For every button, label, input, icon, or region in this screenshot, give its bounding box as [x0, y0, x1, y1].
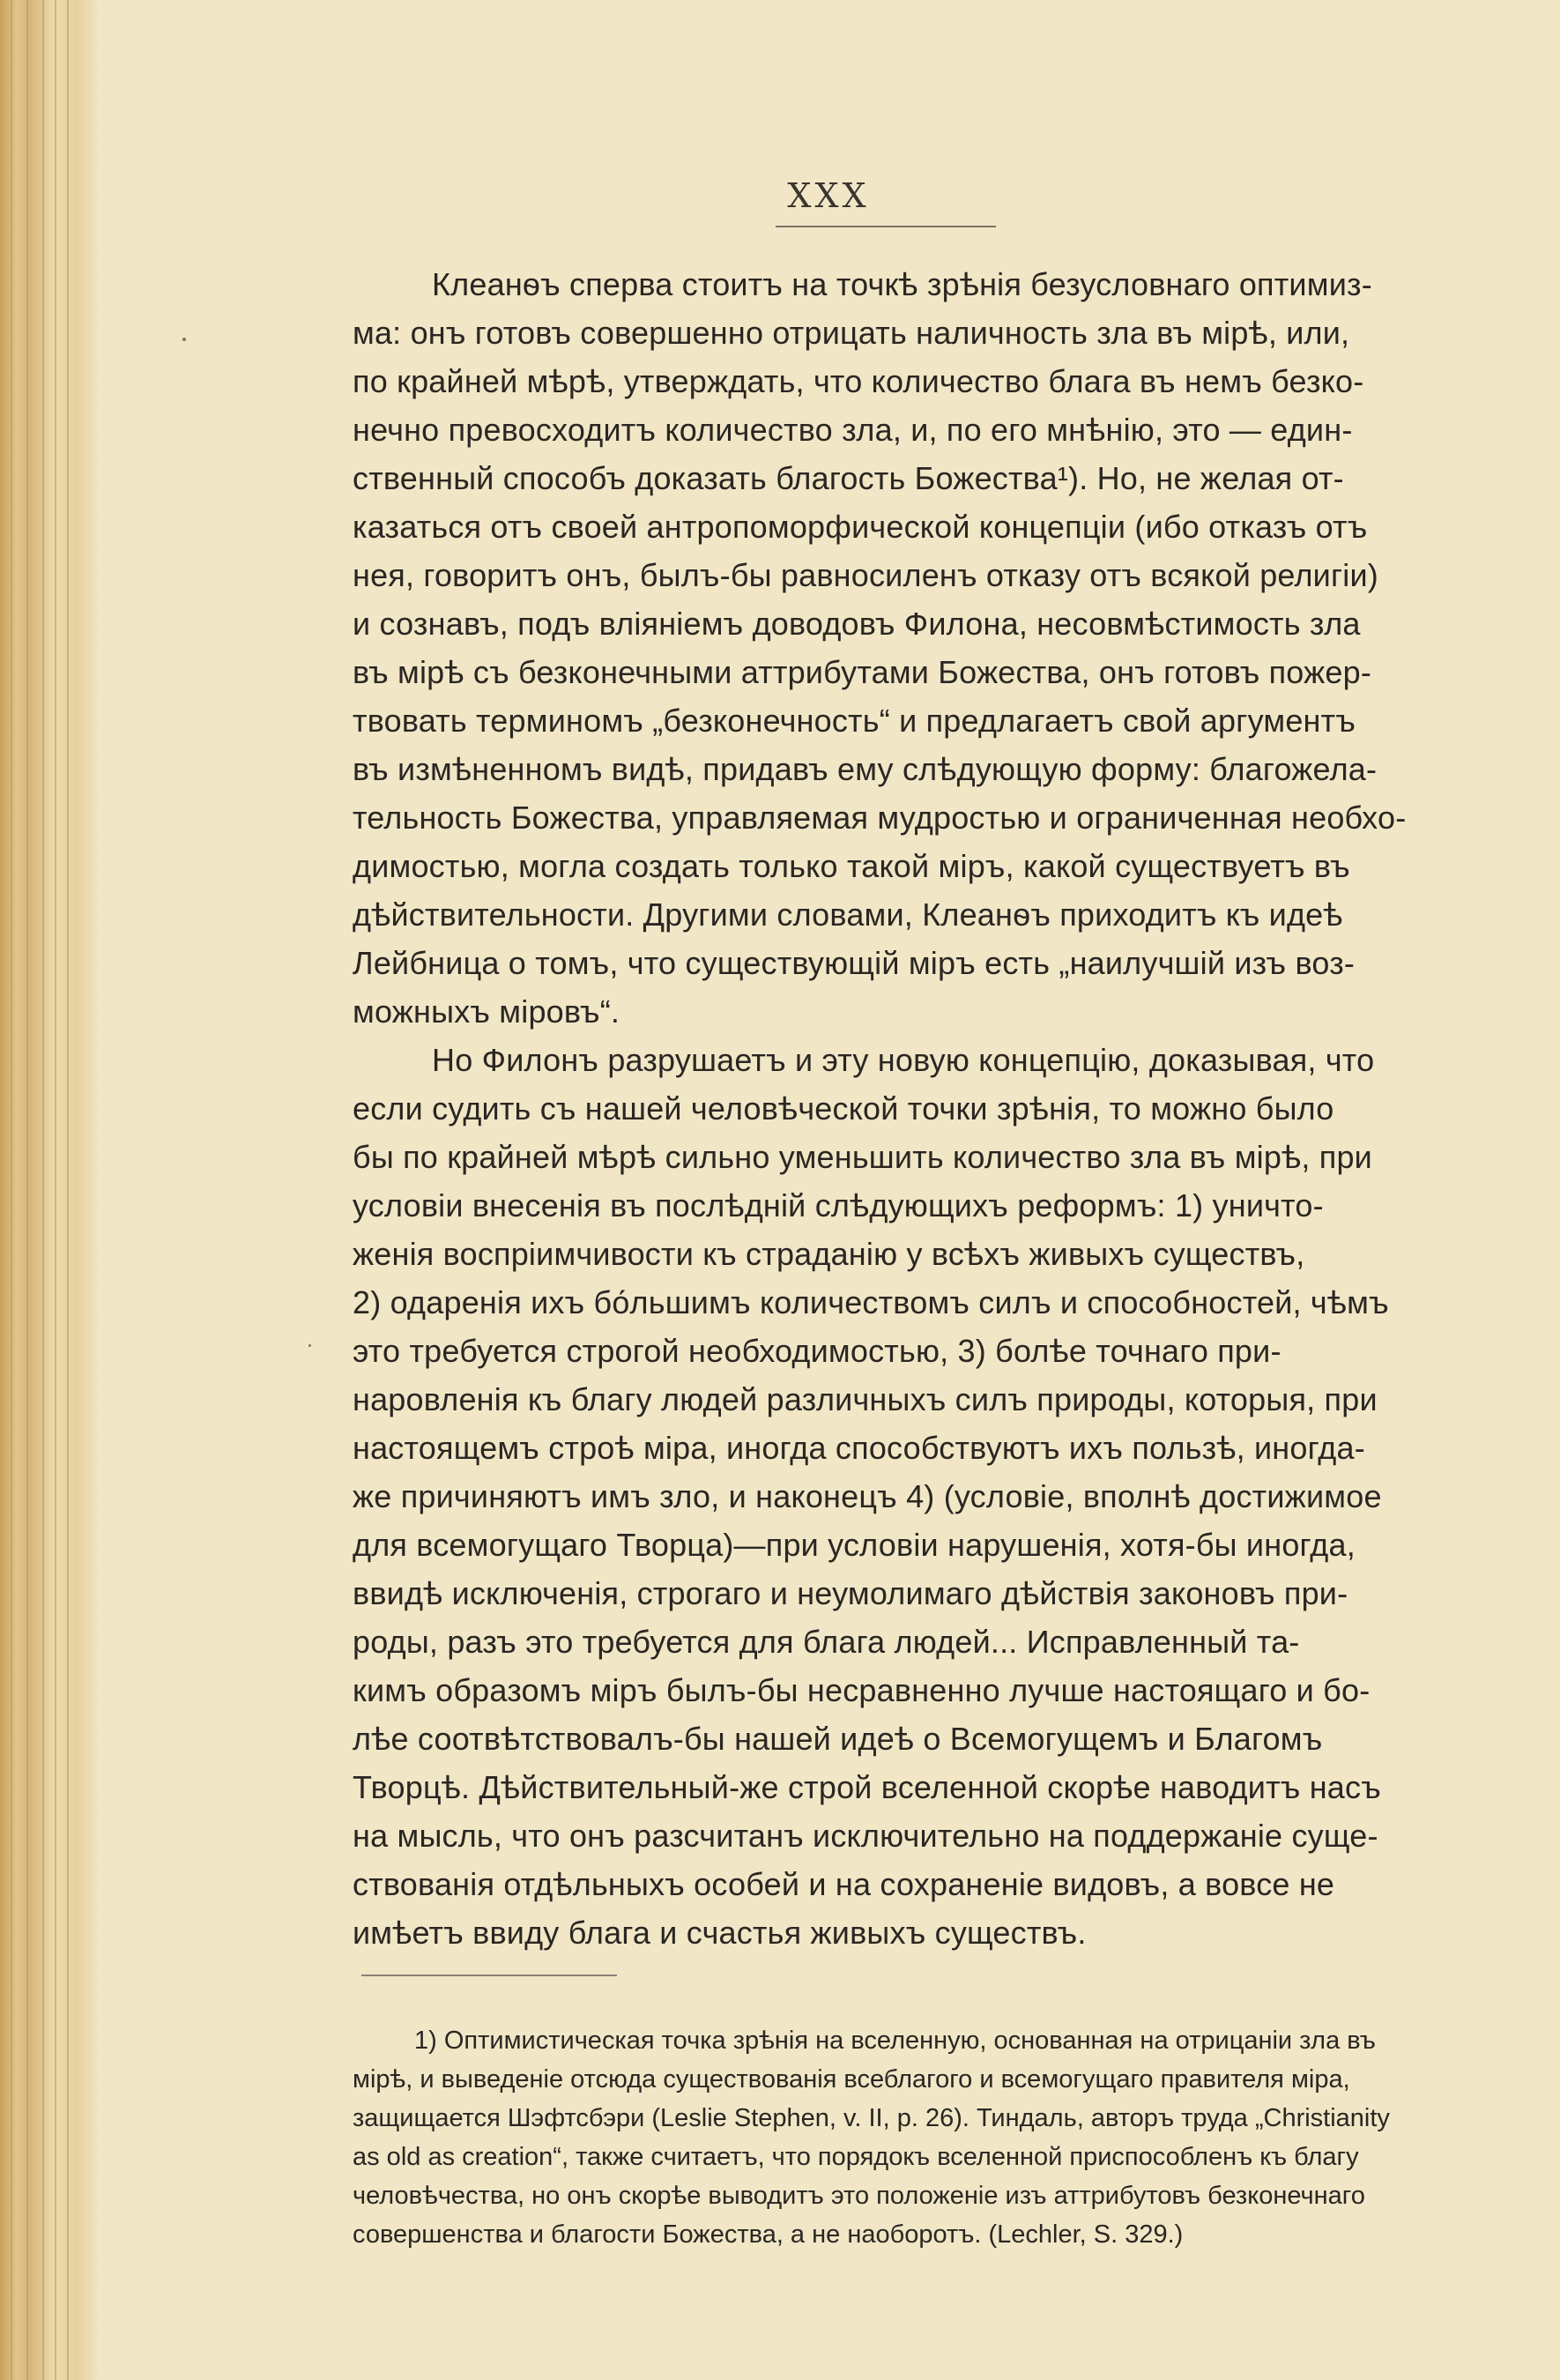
text-line: и сознавъ, подъ вліяніемъ доводовъ Филона, несовмѣстимость зла: [353, 606, 1361, 642]
text-line: дѣйствительности. Другими словами, Клеанѳъ приходитъ къ идеѣ: [353, 896, 1343, 933]
edge-line: [11, 0, 12, 2380]
text-line: лѣе соотвѣтствовалъ-бы нашей идеѣ о Всемогущемъ и Благомъ: [353, 1721, 1323, 1757]
edge-line: [26, 0, 28, 2380]
print-speck: [182, 338, 186, 341]
text-line: ствованія отдѣльныхъ особей и на сохраненіе видовъ, а вовсе не: [353, 1866, 1335, 1902]
text-line: это требуется строгой необходимостью, 3) болѣе точнаго при-: [353, 1333, 1281, 1369]
text-line: въ мірѣ съ безконечными аттрибутами Божества, онъ готовъ пожер-: [353, 654, 1372, 690]
text-line: по крайней мѣрѣ, утверждать, что количество блага въ немъ безко-: [353, 363, 1364, 399]
footnote-separator: [361, 1975, 617, 1976]
text-line: нечно превосходитъ количество зла, и, по его мнѣнію, это — един-: [353, 412, 1353, 448]
text-line: Творцѣ. Дѣйствительный-же строй вселенной скорѣе наводитъ насъ: [353, 1769, 1381, 1805]
text-line: бы по крайней мѣрѣ сильно уменьшить количество зла въ мірѣ, при: [353, 1139, 1372, 1175]
text-line: ввидѣ исключенія, строгаго и неумолимаго дѣйствія законовъ при-: [353, 1575, 1348, 1611]
edge-line: [42, 0, 44, 2380]
text-line: наровленія къ благу людей различныхъ силъ природы, которыя, при: [353, 1381, 1378, 1417]
text-line: роды, разъ это требуется для блага людей... Исправленный та-: [353, 1624, 1300, 1660]
text-line: на мысль, что онъ разсчитанъ исключительно на поддержаніе суще-: [353, 1818, 1378, 1854]
page-number: XXX: [787, 176, 870, 215]
text-line: Клеанѳъ сперва стоитъ на точкѣ зрѣнія безусловнаго оптимиз-: [432, 266, 1372, 302]
text-line: въ измѣненномъ видѣ, придавъ ему слѣдующую форму: благожела-: [353, 751, 1378, 787]
text-line: ма: онъ готовъ совершенно отрицать наличность зла въ мірѣ, или,: [353, 315, 1350, 351]
footnote-line: 1) Оптимистическая точка зрѣнія на вселенную, основанная на отрицаніи зла въ: [414, 2027, 1376, 2055]
edge-line: [67, 0, 69, 2380]
text-line: же причиняютъ имъ зло, и наконецъ 4) (условіе, вполнѣ достижимое: [353, 1478, 1382, 1514]
text-line: условіи внесенія въ послѣдній слѣдующихъ реформъ: 1) уничто-: [353, 1187, 1324, 1223]
text-line: ственный способъ доказать благость Божества¹). Но, не желая от-: [353, 460, 1344, 496]
text-line: кимъ образомъ міръ былъ-бы несравненно лучше настоящаго и бо-: [353, 1672, 1371, 1708]
text-line: нея, говоритъ онъ, былъ-бы равносиленъ отказу отъ всякой религіи): [353, 557, 1378, 593]
text-line: настоящемъ строѣ міра, иногда способствуютъ ихъ пользѣ, иногда-: [353, 1430, 1365, 1466]
text-line: если судить съ нашей человѣческой точки зрѣнія, то можно было: [353, 1090, 1334, 1127]
text-line: димостью, могла создать только такой міръ, какой существуетъ въ: [353, 848, 1350, 884]
text-line: Лейбница о томъ, что существующій міръ есть „наилучшій изъ воз-: [353, 945, 1356, 981]
text-line: 2) одаренія ихъ бо́льшимъ количествомъ силъ и способностей, чѣмъ: [353, 1284, 1389, 1320]
print-speck: [308, 1344, 311, 1347]
text-line: Но Филонъ разрушаетъ и эту новую концепцію, доказывая, что: [432, 1042, 1375, 1078]
text-line: казаться отъ своей антропоморфической концепціи (ибо отказъ отъ: [353, 509, 1368, 545]
footnote-line: мірѣ, и выведеніе отсюда существованія всеблагого и всемогущаго правителя міра,: [353, 2065, 1350, 2094]
text-line: имѣетъ ввиду блага и счастья живыхъ существъ.: [353, 1915, 1087, 1951]
page-number-rule: [776, 226, 996, 227]
footnote-line: as old as creation“, также считаетъ, что порядокъ вселенной приспособленъ къ благу: [353, 2143, 1359, 2171]
text-line: женія воспріимчивости къ страданію у всѣхъ живыхъ существъ,: [353, 1236, 1305, 1272]
book-page-edges: [0, 0, 97, 2380]
footnote-line: защищается Шэфтсбэри (Leslie Stephen, v. II, p. 26). Тиндаль, авторъ труда „Christianity: [353, 2104, 1390, 2132]
text-line: тельность Божества, управляемая мудростью и ограниченная необхо-: [353, 800, 1407, 836]
text-line: твовать терминомъ „безконечность“ и предлагаетъ свой аргументъ: [353, 703, 1356, 739]
text-line: можныхъ міровъ“.: [353, 993, 620, 1030]
edge-line: [55, 0, 56, 2380]
footnote-line: человѣчества, но онъ скорѣе выводитъ это положеніе изъ аттрибутовъ безконечнаго: [353, 2182, 1365, 2210]
footnote-line: совершенства и благости Божества, а не наоборотъ. (Lechler, S. 329.): [353, 2220, 1184, 2249]
text-line: для всемогущаго Творца)—при условіи нарушенія, хотя-бы иногда,: [353, 1527, 1356, 1563]
